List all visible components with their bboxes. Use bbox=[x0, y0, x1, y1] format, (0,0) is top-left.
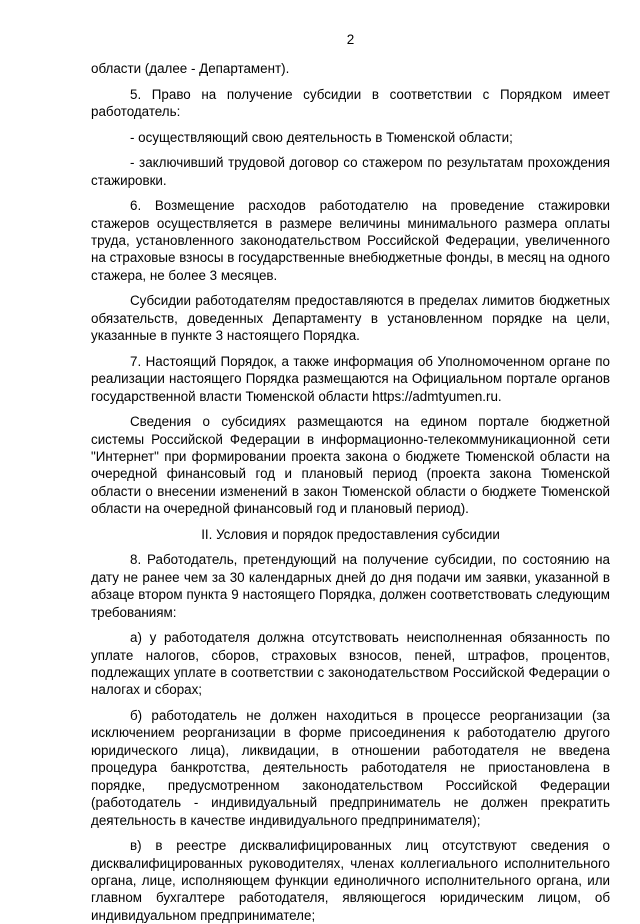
paragraph-subsidy-limits: Субсидии работодателям предоставляются в пределах лимитов бюджетных обязательств, доведенных Департаменту в установленном порядке на цели, указанные в пункте 3 настоящего Порядка. bbox=[91, 293, 610, 344]
paragraph-requirement-a: а) у работодателя должна отсутствовать неисполненная обязанность по уплате налогов, сборов, страховых взносов, пеней, штрафов, процентов, подлежащих уплате в соответствии с законодательством Российской Федерации о налогах и сборах; bbox=[91, 630, 610, 698]
paragraph-subsidy-info: Сведения о субсидиях размещаются на едином портале бюджетной системы Российской Федерации в информационно-телекоммуникационной сети "Интернет" при формировании проекта закона о бюджете Тюменской области на очередной финансовый год и плановый период (проекта закона Тюменской области о внесении изменений в закон Тюменской области о бюджете Тюменской области на очередной финансовый год и плановый период). bbox=[91, 414, 610, 517]
paragraph-item-5: 5. Право на получение субсидии в соответствии с Порядком имеет работодатель: bbox=[91, 86, 610, 119]
section-heading: II. Условия и порядок предоставления субсидии bbox=[201, 526, 500, 542]
paragraph-item-8: 8. Работодатель, претендующий на получение субсидии, по состоянию на дату не ранее чем за 30 календарных дней до дня подачи им заявки, указанной в абзаце втором пункта 9 настоящего Порядка, должен соответствовать следующим требованиям: bbox=[91, 552, 610, 620]
paragraph-item-7: 7. Настоящий Порядок, а также информация об Уполномоченном органе по реализации настоящего Порядка размещаются на Официальном портале органов государственной власти Тюменской области https://admtyumen.ru. bbox=[91, 353, 610, 404]
paragraph-requirement-v: в) в реестре дисквалифицированных лиц отсутствуют сведения о дисквалифицированных руководителях, членах коллегиального исполнительного органа, лице, исполняющем функции единоличного исполнительного органа, или главном бухгалтере работодателя, являющегося юридическим лицом, об индивидуальном предпринимателе; bbox=[91, 838, 610, 923]
paragraph-item-6: 6. Возмещение расходов работодателю на проведение стажировки стажеров осуществляется в размере величины минимального размера оплаты труда, установленного законодательством Российской Федерации, увеличенного на страховые взносы в государственные внебюджетные фонды, в месяц на одного стажера, не более 3 месяцев. bbox=[91, 198, 610, 283]
page-number: 2 bbox=[346, 32, 355, 47]
paragraph-condition-region: - осуществляющий свою деятельность в Тюменской области; bbox=[130, 129, 513, 145]
paragraph-requirement-b: б) работодатель не должен находиться в процессе реорганизации (за исключением реорганизации в форме присоединения к работодателю другого юридического лица), ликвидации, в отношении работодателя не введена процедура банкротства, деятельность работодателя не приостановлена в порядке, предусмотренном законодательством Российской Федерации (работодатель - индивидуальный предприниматель не должен прекратить деятельность в качестве индивидуального предпринимателя); bbox=[91, 708, 610, 828]
paragraph-condition-contract: - заключивший трудовой договор со стажером по результатам прохождения стажировки. bbox=[91, 155, 610, 188]
paragraph-continuation: области (далее - Департамент). bbox=[91, 61, 290, 76]
